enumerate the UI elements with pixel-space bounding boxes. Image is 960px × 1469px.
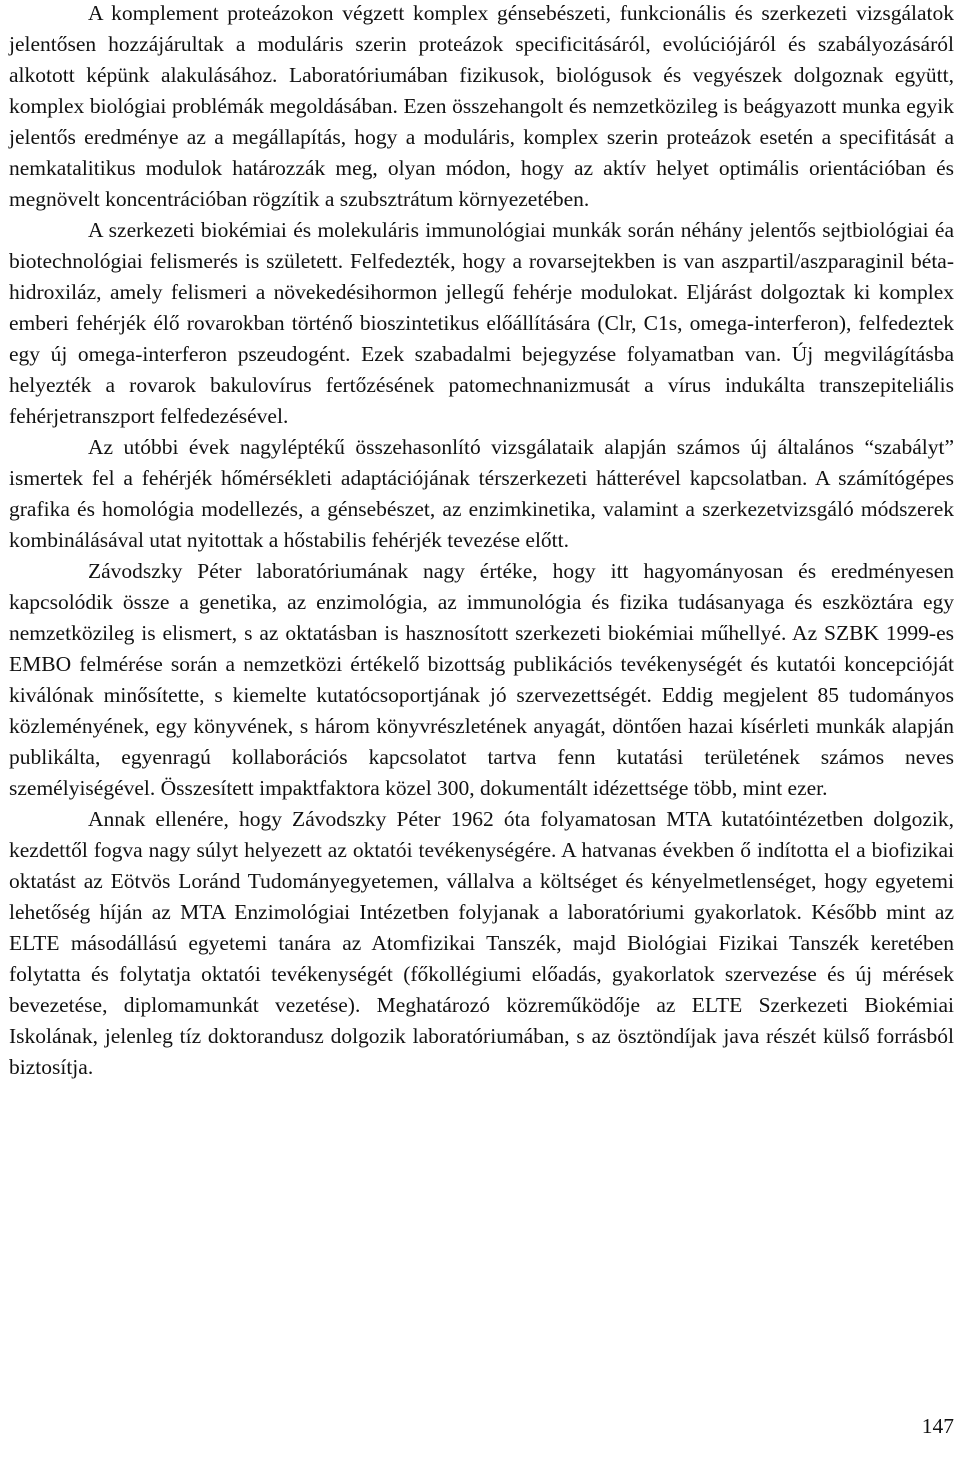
paragraph-thermal-adaptation: Az utóbbi évek nagyléptékű összehasonlító vizsgálataik alapján számos új általános “szabályt” ismertek fel a fehérjék hőmérsékleti adaptációjának térszerkezeti hátterével kapcsolatban. A számítógépes grafika és homológia modellezés, a génsebészet, az enzimkinetika, valamint a szerkezetvizsgáló módszerek kombinálásával utat nyitottak a hőstabilis fehérjék tevezése előtt. [9, 435, 954, 552]
paragraph-complement-proteases: A komplement proteázokon végzett komplex génsebészeti, funkcionális és szerkezeti vizsgálatok jelentősen hozzájárultak a moduláris szerin proteázok specificitásáról, evolúciójáról és szabályozásáról alkotott képünk alakulásához. Laboratóriumában fizikusok, biológusok és vegyészek dolgoznak együtt, komplex biológiai problémák megoldásában. Ezen összehangolt és nemzetközileg is beágyazott munka egyik jelentős eredménye az a megállapítás, hogy a moduláris, komplex szerin proteázok esetén a specifitását a nemkatalitikus modulok határozzák meg, olyan módon, hogy az aktív helyet optimális orientációban és megnövelt koncentrációban rögzítik a szubsztrátum környezetében. [9, 1, 954, 211]
paragraph-cell-biology-findings: A szerkezeti biokémiai és molekuláris immunológiai munkák során néhány jelentős sejtbiológiai éa biotechnológiai felismerés is született. Felfedezték, hogy a rovarsejtekben is van aszpartil/aszparaginil béta-hidroxiláz, amely felismeri a növekedésihormon jellegű fehérje modulokat. Eljárást dolgoztak ki komplex emberi fehérjék élő rovarokban történő bioszintetikus előállítására (Clr, C1s, omega-interferon), felfedeztek egy új omega-interferon pszeudogént. Ezek szabadalmi bejegyzése folyamatban van. Új megvilágításba helyezték a rovarok bakulovírus fertőzésének patomechnanizmusát a vírus indukálta transzepiteliális fehérjetranszport felfedezésével. [9, 218, 954, 428]
paragraph-teaching-activity: Annak ellenére, hogy Závodszky Péter 1962 óta folyamatosan MTA kutatóintézetben dolgozik, kezdettől fogva nagy súlyt helyezett az oktatói tevékenységére. A hatvanas években ő indította el a biofizikai oktatást az Eötvös Loránd Tudományegyetemen, vállalva a költséget és kényelmetlenséget, hogy egyetemi lehetőség híján az MTA Enzimológiai Intézetben folyjanak a laboratóriumi gyakorlatok. Később mint az ELTE másodállású egyetemi tanára az Atomfizikai Tanszék, majd Biológiai Fizikai Tanszék keretében folytatta és folytatja oktatói tevékenységét (főkollégiumi előadás, gyakorlatok szervezése és új mérések bevezetése, diplomamunkát vezetése). Meghatározó közreműködője az ELTE Szerkezeti Biokémiai Iskolának, jelenleg tíz doktorandusz dolgozik laboratóriumában, s az ösztöndíjak java részét külső forrásból biztosítja. [9, 807, 954, 1079]
page-number: 147 [921, 1414, 954, 1438]
document-body [9, 0, 954, 1083]
paragraph-laboratory-value: Závodszky Péter laboratóriumának nagy értéke, hogy itt hagyományosan és eredményesen kapcsolódik össze a genetika, az enzimológia, az immunológia és fizika tudásanyaga és eszköztára egy nemzetközileg is elismert, s az oktatásban is hasznosított szerkezeti biokémiai műhellyé. Az SZBK 1999-es EMBO felmérése során a nemzetközi értékelő bizottság publikációs tevékenységét és kutatói koncepcióját kiválónak minősítette, s kiemelte kutatócsoportjának jó szervezettségét. Eddig megjelent 85 tudományos közleményének, egy könyvének, s három könyvrészletének anyagát, döntően hazai kísérleti munkák alapján publikálta, egyenragú kollaborációs kapcsolatot tartva fenn kutatási területének számos neves személyiségével. Összesített impaktfaktora közel 300, dokumentált idézettsége több, mint ezer. [9, 559, 954, 800]
